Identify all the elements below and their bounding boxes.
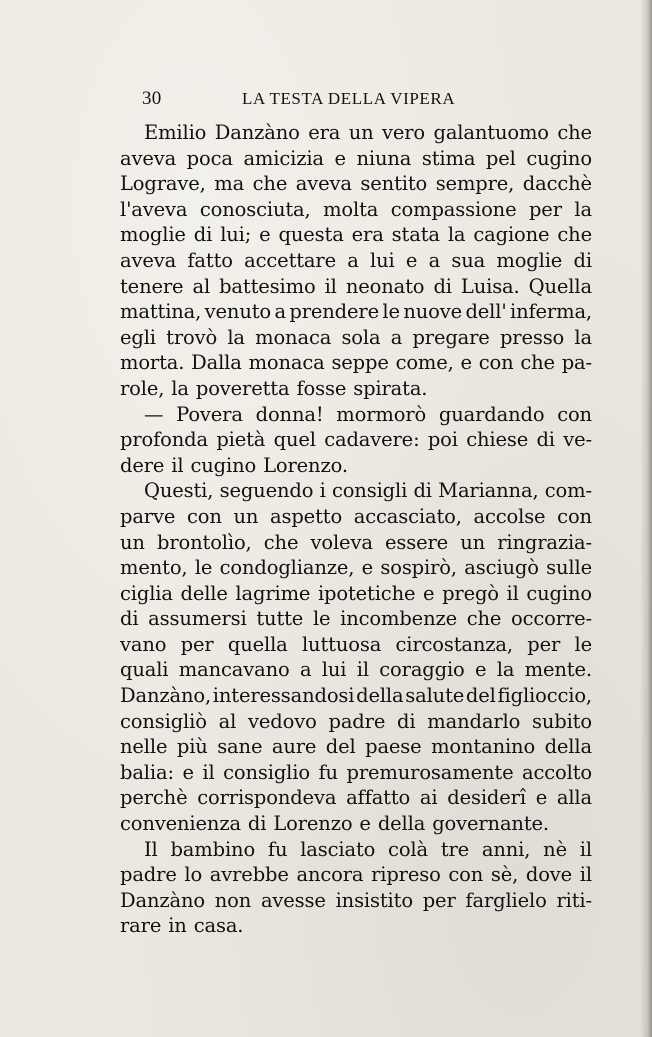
text-line: un brontolìo, che voleva essere un ringrazia- — [120, 530, 592, 554]
text-line: Emilio Danzàno era un vero galantuomo che — [144, 121, 592, 144]
text-line: dere il cugino Lorenzo. — [120, 453, 348, 477]
text-line: role, la poveretta fosse spirata. — [120, 376, 428, 400]
text-line: l'aveva conosciuta, molta compassione per la — [120, 197, 592, 221]
running-title: LA TESTA DELLA VIPERA — [242, 89, 456, 108]
text-line: aveva poca amicizia e niuna stima pel cugino — [120, 146, 592, 170]
text-line: consigliò al vedovo padre di mandarlo subito — [120, 709, 592, 733]
text-line: — Povera donna! mormorò guardando con — [144, 402, 592, 426]
page-edge-shadow — [640, 0, 652, 1037]
text-line: perchè corrispondeva affatto ai desiderî e alla — [120, 786, 592, 810]
text-line: quali mancavano a lui il coraggio e la mente. — [120, 658, 592, 682]
body-text — [120, 120, 592, 939]
text-line: parve con un aspetto accasciato, accolse con — [120, 504, 592, 528]
text-line: Danzàno, interessandosi della salute del figlioccio, — [120, 684, 592, 708]
text-line: Questi, seguendo i consigli di Marianna, com- — [144, 479, 592, 503]
text-line: Lograve, ma che aveva sentito sempre, dacchè — [120, 172, 592, 196]
text-line: vano per quella luttuosa circostanza, per le — [120, 632, 592, 656]
text-line: tenere al battesimo il neonato di Luisa. Quella — [120, 274, 592, 298]
text-line: di assumersi tutte le incombenze che occorre- — [120, 607, 592, 631]
text-line: rare in casa. — [120, 914, 244, 938]
text-line: moglie di lui; e questa era stata la cagione che — [120, 223, 592, 247]
text-line: mento, le condoglianze, e sospirò, asciugò sulle — [120, 556, 592, 580]
text-line: Danzàno non avesse insistito per farglielo riti- — [120, 888, 592, 912]
text-line: egli trovò la monaca sola a pregare presso la — [120, 325, 592, 349]
page-header — [142, 86, 472, 112]
text-line: mattina, venuto a prendere le nuove dell' inferma, — [120, 300, 592, 324]
text-line: nelle più sane aure del paese montanino della — [120, 735, 592, 759]
text-line: morta. Dalla monaca seppe come, e con che pa- — [120, 351, 592, 375]
text-line: balia: e il consiglio fu premurosamente accolto — [120, 760, 592, 784]
page-number: 30 — [142, 88, 162, 109]
text-line: profonda pietà quel cadavere: poi chiese di ve- — [120, 428, 592, 452]
text-line: ciglia delle lagrime ipotetiche e pregò il cugino — [120, 581, 592, 605]
text-line: padre lo avrebbe ancora ripreso con sè, dove il — [120, 863, 592, 887]
text-line: aveva fatto accettare a lui e a sua moglie di — [120, 248, 592, 272]
text-line: Il bambino fu lasciato colà tre anni, nè il — [144, 837, 592, 861]
text-line: convenienza di Lorenzo e della governante. — [120, 812, 549, 836]
